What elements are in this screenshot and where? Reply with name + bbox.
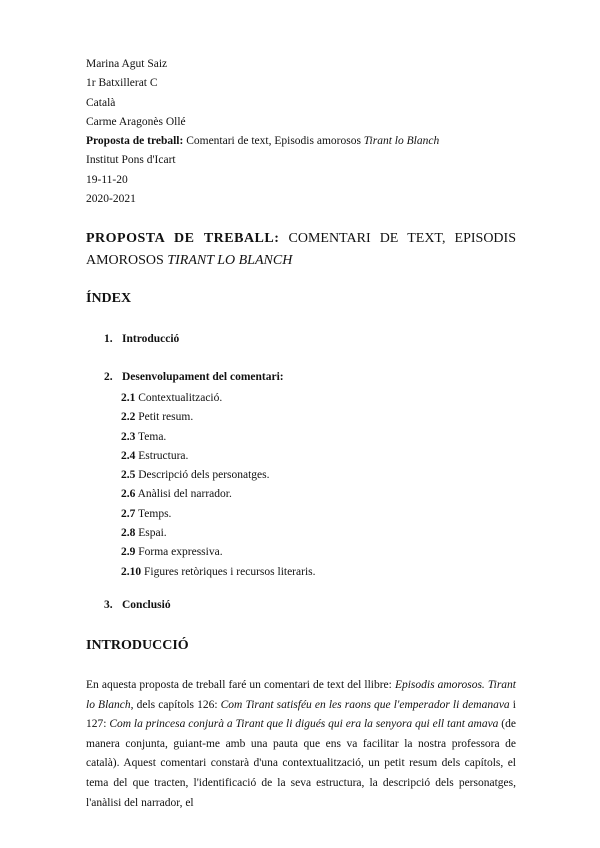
toc-item [104, 371, 284, 383]
toc-item-label: Conclusió [122, 599, 171, 611]
school-year: 2020-2021 [86, 193, 136, 206]
document-header [86, 55, 439, 209]
toc-subitem-number: 2.7 [121, 507, 136, 520]
toc-subitem-number: 2.9 [121, 546, 136, 559]
toc-subitem-number: 2.4 [121, 449, 136, 462]
toc-subitem [121, 447, 316, 466]
document-title [86, 228, 516, 272]
paragraph-italic: Episodis amorosos. Tirant lo Blanch [86, 679, 517, 711]
toc-subitem-label: Tema. [138, 430, 167, 443]
introduction-heading: INTRODUCCIÓ [86, 638, 189, 653]
proposal-work: Tirant lo Blanch [363, 135, 440, 148]
paragraph-text: , dels capítols 126: [130, 698, 221, 711]
toc-subitem-label: Estructura. [138, 449, 189, 462]
toc-subitem-label: Espai. [138, 527, 167, 540]
toc-subitem-number: 2.10 [121, 565, 142, 578]
paragraph-italic: Com la princesa conjurà a Tirant que li digués qui era la senyora qui ell tant amava [109, 718, 499, 731]
toc-subitem [121, 428, 316, 447]
proposal-text: Comentari de text, Episodis amorosos [186, 135, 361, 148]
toc-subitem [121, 389, 316, 408]
toc-subitem-label: Anàlisi del narrador. [137, 488, 232, 501]
school-name: Institut Pons d'Icart [86, 154, 176, 167]
author-name: Marina Agut Saiz [86, 58, 168, 70]
proposal-label: Proposta de treball: [86, 135, 184, 148]
toc-subitem-number: 2.2 [121, 411, 136, 424]
title-bold: PROPOSTA DE TREBALL: [86, 231, 280, 246]
toc-subitem-number: 2.1 [121, 392, 136, 404]
toc-subitem [121, 505, 316, 524]
introduction-paragraph [86, 676, 516, 813]
toc-item-label: Desenvolupament del comentari: [122, 371, 284, 383]
toc-item-number: 2. [104, 371, 113, 383]
toc-subitem-label: Petit resum. [138, 411, 194, 424]
toc-subitem [121, 563, 316, 582]
paragraph-text: En aquesta proposta de treball faré un comentari de text del llibre: [86, 679, 395, 691]
toc-subitem [121, 543, 316, 562]
toc-subitem-label: Contextualització. [138, 392, 223, 404]
title-italic: TIRANT LO BLANCH [167, 253, 293, 268]
course: 1r Batxillerat C [86, 77, 158, 90]
toc-subitem-label: Forma expressiva. [138, 546, 223, 559]
toc-subitem [121, 485, 316, 504]
toc-subitems [121, 389, 316, 582]
paragraph-text: i 127: [86, 698, 516, 731]
paragraph-text: (de manera conjunta, guiant-me amb una pauta que ens va facilitar la nostra professora de català). Aquest comentari constarà d'una contextualització, un petit resum dels capítols, el tema del que tracten, l'identificació de la seva estructura, la descripció dels personatges, l'anàlisi del narrador, el [86, 718, 516, 809]
toc-item-number: 1. [104, 333, 113, 345]
toc-subitem-label: Figures retòriques i recursos literaris. [144, 565, 316, 578]
toc-subitem-number: 2.5 [121, 469, 136, 482]
subject: Català [86, 96, 116, 109]
index-heading: ÍNDEX [86, 291, 132, 306]
toc-subitem [121, 408, 316, 427]
toc-item [104, 333, 179, 345]
toc-item-number: 3. [104, 599, 113, 611]
proposal-line [86, 132, 439, 151]
toc-subitem-number: 2.3 [121, 430, 136, 443]
toc-item [104, 599, 171, 611]
toc-item-label: Introducció [122, 333, 180, 345]
date: 19-11-20 [86, 173, 128, 186]
toc-subitem [121, 524, 316, 543]
paragraph-italic: Com Tirant satisféu en les raons que l'emperador li demanava [220, 698, 510, 711]
title-normal: COMENTARI DE TEXT, EPISODIS AMOROSOS [86, 231, 516, 268]
toc-subitem [121, 466, 316, 485]
toc-subitem-label: Temps. [138, 507, 172, 520]
toc-subitem-label: Descripció dels personatges. [138, 469, 270, 482]
teacher-name: Carme Aragonès Ollé [86, 115, 186, 128]
toc-subitem-number: 2.8 [121, 527, 136, 540]
toc-subitem-number: 2.6 [121, 488, 136, 501]
